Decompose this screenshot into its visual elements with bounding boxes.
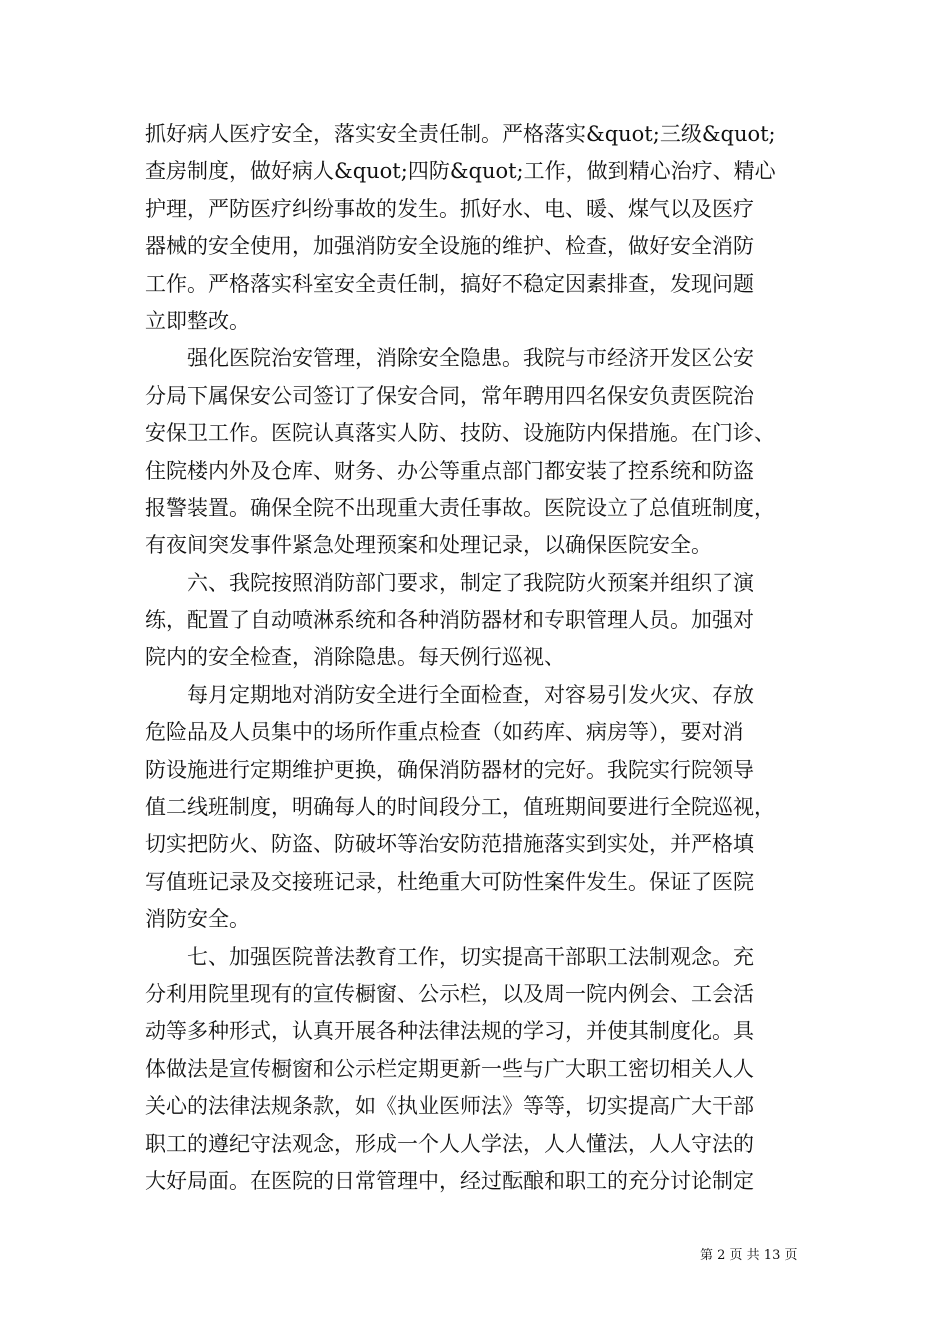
text-line: 关心的法律法规条款，如《执业医师法》等等，切实提高广大干部 bbox=[145, 1094, 754, 1119]
text-line: 器械的安全使用，加强消防安全设施的维护、检查，做好安全消防 bbox=[145, 234, 754, 259]
text-line: 写值班记录及交接班记录，杜绝重大可防性案件发生。保证了医院 bbox=[145, 869, 754, 894]
page-number-footer: 第 2 页 共 13 页 bbox=[700, 1248, 798, 1263]
text-line: 消防安全。 bbox=[145, 907, 250, 932]
text-line: 抓好病人医疗安全，落实安全责任制。严格落实&quot;三级&quot; bbox=[145, 122, 776, 146]
text-line: 分利用院里现有的宣传橱窗、公示栏，以及周一院内例会、工会活 bbox=[145, 981, 754, 1006]
text-line: 大好局面。在医院的日常管理中，经过酝酿和职工的充分讨论制定 bbox=[145, 1168, 754, 1193]
text-line: 院内的安全检查，消除隐患。每天例行巡视、 bbox=[145, 645, 565, 670]
text-line: 体做法是宣传橱窗和公示栏定期更新一些与广大职工密切相关人人 bbox=[145, 1056, 754, 1081]
paragraph-first-line: 六、我院按照消防部门要求，制定了我院防火预案并组织了演 bbox=[187, 570, 754, 595]
paragraph-first-line: 每月定期地对消防安全进行全面检查，对容易引发火灾、存放 bbox=[187, 682, 754, 707]
text-line: 住院楼内外及仓库、财务、办公等重点部门都安装了控系统和防盗 bbox=[145, 458, 754, 483]
text-line: 有夜间突发事件紧急处理预案和处理记录，以确保医院安全。 bbox=[145, 533, 712, 558]
body-text bbox=[145, 116, 825, 1200]
text-line: 工作。严格落实科室安全责任制，搞好不稳定因素排查，发现问题 bbox=[145, 271, 754, 296]
text-line: 危险品及人员集中的场所作重点检查（如药库、病房等），要对消 bbox=[145, 720, 744, 745]
text-line: 立即整改。 bbox=[145, 308, 250, 333]
text-line: 护理，严防医疗纠纷事故的发生。抓好水、电、暖、煤气以及医疗 bbox=[145, 196, 754, 221]
text-line: 报警装置。确保全院不出现重大责任事故。医院设立了总值班制度， bbox=[145, 495, 775, 520]
text-line: 防设施进行定期维护更换，确保消防器材的完好。我院实行院领导 bbox=[145, 757, 754, 782]
text-line: 安保卫工作。医院认真落实人防、技防、设施防内保措施。在门诊、 bbox=[145, 421, 775, 446]
text-line: 切实把防火、防盗、防破坏等治安防范措施落实到实处，并严格填 bbox=[145, 832, 754, 857]
paragraph-first-line: 强化医院治安管理，消除安全隐患。我院与市经济开发区公安 bbox=[187, 346, 754, 371]
text-line: 查房制度，做好病人&quot;四防&quot;工作，做到精心治疗、精心 bbox=[145, 159, 776, 184]
text-line: 练，配置了自动喷淋系统和各种消防器材和专职管理人员。加强对 bbox=[145, 608, 754, 633]
text-line: 职工的遵纪守法观念，形成一个人人学法，人人懂法，人人守法的 bbox=[145, 1131, 754, 1156]
text-line: 值二线班制度，明确每人的时间段分工，值班期间要进行全院巡视， bbox=[145, 795, 775, 820]
paragraph-first-line: 七、加强医院普法教育工作，切实提高干部职工法制观念。充 bbox=[187, 944, 754, 969]
text-line: 分局下属保安公司签订了保安合同，常年聘用四名保安负责医院治 bbox=[145, 383, 754, 408]
text-line: 动等多种形式，认真开展各种法律法规的学习，并使其制度化。具 bbox=[145, 1019, 754, 1044]
